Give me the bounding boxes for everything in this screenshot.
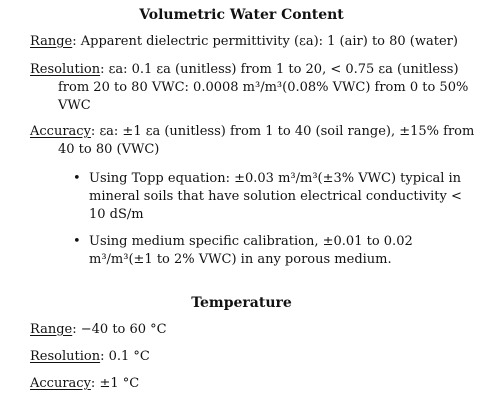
vwc-resolution-label: Resolution bbox=[30, 62, 101, 77]
bullet-dot-icon: • bbox=[73, 171, 81, 186]
label-colon: : bbox=[72, 34, 81, 49]
temp-accuracy-label: Accuracy bbox=[30, 376, 91, 391]
accuracy-bullet-topp-text: Using Topp equation: ±0.03 m³/m³(±3% VWC) typical in mineral soils that have solution electrical conductivity < 10 dS/m bbox=[89, 171, 462, 222]
temp-range-label: Range bbox=[30, 322, 73, 337]
label-colon: : bbox=[100, 349, 109, 364]
vwc-accuracy-text: εa: ±1 εa (unitless) from 1 to 40 (soil range), ±15% from 40 to 80 (VWC) bbox=[58, 124, 475, 157]
vwc-heading: Volumetric Water Content bbox=[139, 7, 344, 23]
vwc-range-text: Apparent dielectric permittivity (εa): 1 (air) to 80 (water) bbox=[80, 34, 458, 49]
bullet-dot-icon: • bbox=[73, 234, 81, 249]
accuracy-bullet-calibration-text: Using medium specific calibration, ±0.01 to 0.02 m³/m³(±1 to 2% VWC) in any porous medium. bbox=[89, 234, 413, 267]
temp-resolution-line bbox=[30, 348, 460, 366]
vwc-resolution-text: εa: 0.1 εa (unitless) from 1 to 20, < 0.75 εa (unitless) from 20 to 80 VWC: 0.0008 m³/m³(0.08% VWC) from 0 to 50% VWC bbox=[58, 62, 469, 113]
vwc-resolution-line bbox=[30, 61, 483, 115]
temp-range-text: −40 to 60 °C bbox=[80, 322, 167, 337]
label-colon: : bbox=[72, 322, 81, 337]
temp-resolution-label: Resolution bbox=[30, 349, 101, 364]
temperature-heading: Temperature bbox=[191, 295, 292, 311]
label-colon: : bbox=[90, 124, 100, 139]
vwc-accuracy-label: Accuracy bbox=[30, 124, 91, 139]
temp-resolution-text: 0.1 °C bbox=[108, 349, 150, 364]
accuracy-bullet-topp bbox=[73, 170, 469, 224]
temp-range-line bbox=[30, 321, 460, 339]
temp-accuracy-text: ±1 °C bbox=[99, 376, 140, 391]
label-colon: : bbox=[90, 376, 100, 391]
vwc-range-label: Range bbox=[30, 34, 73, 49]
vwc-accuracy-line bbox=[30, 123, 483, 159]
accuracy-bullet-calibration bbox=[73, 233, 469, 269]
label-colon: : bbox=[100, 62, 109, 77]
vwc-range-line bbox=[30, 33, 460, 51]
temp-accuracy-line bbox=[30, 375, 460, 393]
